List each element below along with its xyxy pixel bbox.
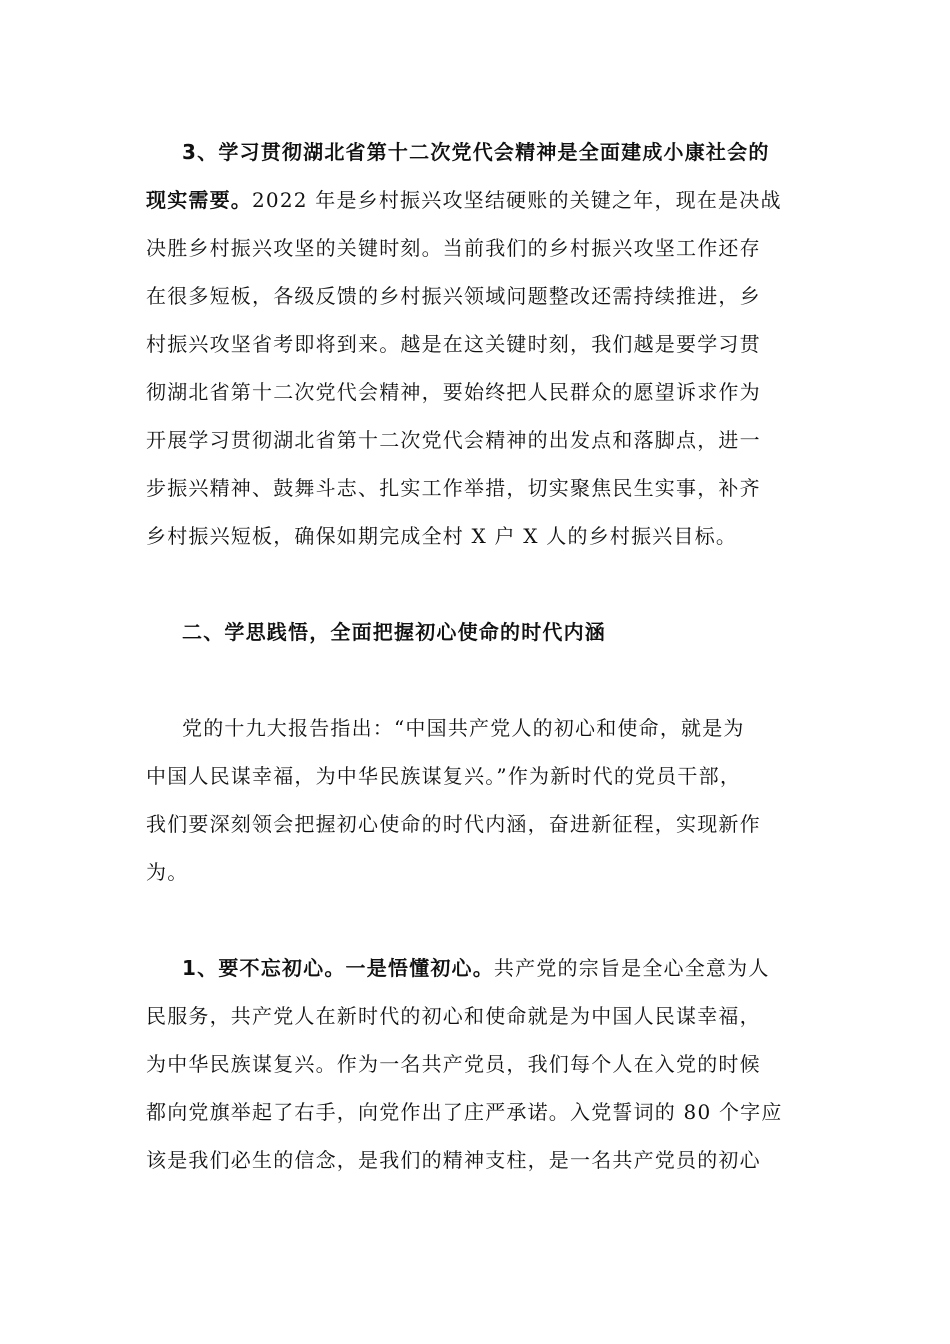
intro-line-4: 为。 xyxy=(146,860,189,884)
section3-line-8: 步振兴精神、鼓舞斗志、扎实工作举措，切实聚焦民生实事，补齐 xyxy=(146,476,761,500)
intro-line-1: 党的十九大报告指出：“中国共产党人的初心和使命，就是为 xyxy=(182,716,745,740)
section3-line-4: 在很多短板，各级反馈的乡村振兴领域问题整改还需持续推进，乡 xyxy=(146,284,761,308)
section3-line-3: 决胜乡村振兴攻坚的关键时刻。当前我们的乡村振兴攻坚工作还存 xyxy=(146,236,761,260)
point1-line-4: 都向党旗举起了右手，向党作出了庄严承诺。入党誓词的 80 个字应 xyxy=(146,1100,783,1124)
section3-line-6: 彻湖北省第十二次党代会精神，要始终把人民群众的愿望诉求作为 xyxy=(146,380,761,404)
point1-line-2: 民服务，共产党人在新时代的初心和使命就是为中国人民谋幸福， xyxy=(146,1004,761,1028)
intro-line-2: 中国人民谋幸福，为中华民族谋复兴。”作为新时代的党员干部， xyxy=(146,764,742,788)
point1-lead-text: 共产党的宗旨是全心全意为人 xyxy=(493,956,770,980)
section3-line-7: 开展学习贯彻湖北省第十二次党代会精神的出发点和落脚点，进一 xyxy=(146,428,761,452)
intro-line-3: 我们要深刻领会把握初心使命的时代内涵，奋进新征程，实现新作 xyxy=(146,812,761,836)
section3-line-5: 村振兴攻坚省考即将到来。越是在这关键时刻，我们越是要学习贯 xyxy=(146,332,761,356)
section3-line2-text: 2022 年是乡村振兴攻坚结硬账的关键之年，现在是决战 xyxy=(252,188,782,212)
section3-line-2 xyxy=(146,186,806,214)
section3-line-9: 乡村振兴短板，确保如期完成全村 X 户 X 人的乡村振兴目标。 xyxy=(146,524,738,548)
section3-lead: 3、学习贯彻湖北省第十二次党代会精神是全面建成小康社会的 xyxy=(182,140,770,164)
section-heading-2: 二、学思践悟，全面把握初心使命的时代内涵 xyxy=(182,620,606,644)
point1-line-1 xyxy=(182,954,806,982)
point1-line-5: 该是我们必生的信念，是我们的精神支柱，是一名共产党员的初心 xyxy=(146,1148,761,1172)
point1-line-3: 为中华民族谋复兴。作为一名共产党员，我们每个人在入党的时候 xyxy=(146,1052,761,1076)
point1-lead-bold: 1、要不忘初心。一是悟懂初心。 xyxy=(182,956,494,980)
section3-line2-bold: 现实需要。 xyxy=(146,188,252,212)
